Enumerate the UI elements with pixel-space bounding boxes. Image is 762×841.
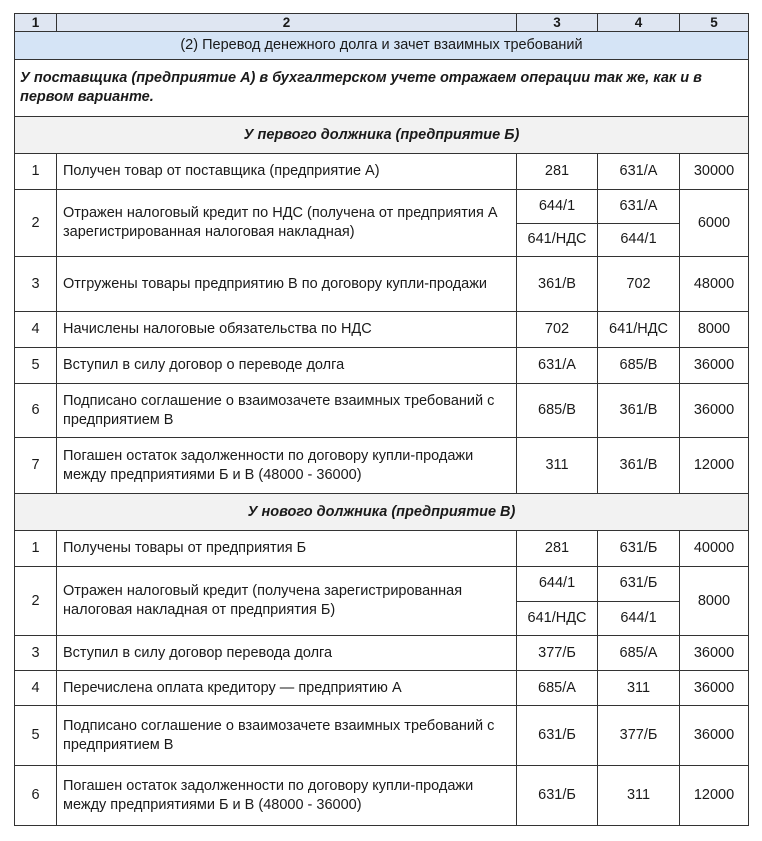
operation-description: Подписано соглашение о взаимозачете взаимных требований с предприятием В [57,706,517,766]
credit-account: 361/В [598,384,680,438]
operation-description: Вступил в силу договор о переводе долга [57,348,517,384]
row-number: 2 [15,190,57,257]
row-number: 4 [15,312,57,348]
debit-account: 685/В [517,384,598,438]
amount: 12000 [680,438,749,494]
table-row [15,348,749,384]
operation-description: Отгружены товары предприятию В по договору купли-продажи [57,257,517,312]
credit-account: 644/1 [620,231,657,248]
amount: 12000 [680,766,749,826]
debit-account: 631/Б [517,766,598,826]
debit-account: 644/1 [517,190,597,224]
section-header [15,494,749,531]
operation-description: Получены товары от предприятия Б [57,531,517,567]
debit-account: 641/НДС [527,231,587,248]
credit-account: 685/А [598,636,680,671]
column-number: 2 [57,14,517,32]
operation-description: Перечислена оплата кредитору — предприятию А [57,671,517,706]
table-row [15,706,749,766]
debit-account: 644/1 [517,567,597,602]
debit-account: 377/Б [517,636,598,671]
amount: 8000 [680,567,749,636]
credit-account-split [598,567,680,636]
row-number: 2 [15,567,57,636]
operation-description: Подписано соглашение о взаимозачете взаимных требований с предприятием В [57,384,517,438]
credit-account: 311 [598,766,680,826]
table-row [15,636,749,671]
row-number: 6 [15,766,57,826]
row-number: 6 [15,384,57,438]
table-row [15,190,749,257]
debit-account-split [517,190,598,257]
operation-description: Начислены налоговые обязательства по НДС [57,312,517,348]
row-number: 7 [15,438,57,494]
table-row [15,312,749,348]
credit-account: 702 [598,257,680,312]
debit-account: 281 [517,531,598,567]
column-number: 5 [680,14,749,32]
debit-account: 631/А [517,348,598,384]
column-number: 4 [598,14,680,32]
credit-account: 685/В [598,348,680,384]
section-header [15,117,749,154]
amount: 36000 [680,384,749,438]
row-number: 5 [15,706,57,766]
debit-account: 631/Б [517,706,598,766]
table-title: (2) Перевод денежного долга и зачет взаимных требований [15,32,749,60]
section-title: У нового должника (предприятие В) [15,494,749,531]
credit-account: 311 [598,671,680,706]
section-title: У первого должника (предприятие Б) [15,117,749,154]
column-number-row [15,14,749,32]
row-number: 5 [15,348,57,384]
table-row [15,438,749,494]
table-row [15,257,749,312]
credit-account: 631/А [598,154,680,190]
credit-account: 631/А [598,190,679,224]
row-number: 4 [15,671,57,706]
column-number: 1 [15,14,57,32]
amount: 48000 [680,257,749,312]
row-number: 3 [15,257,57,312]
table-row [15,531,749,567]
amount: 8000 [680,312,749,348]
amount: 40000 [680,531,749,567]
credit-account: 631/Б [598,567,679,602]
amount: 36000 [680,671,749,706]
column-number: 3 [517,14,598,32]
row-number: 3 [15,636,57,671]
amount: 36000 [680,348,749,384]
row-number: 1 [15,154,57,190]
table-row [15,154,749,190]
debit-account: 641/НДС [527,609,587,626]
credit-account-split [598,190,680,257]
operation-description: Отражен налоговый кредит (получена зарегистрированная налоговая накладная от предприятия Б) [57,567,517,636]
amount: 6000 [680,190,749,257]
credit-account: 631/Б [598,531,680,567]
accounting-table [14,13,749,826]
row-number: 1 [15,531,57,567]
debit-account: 311 [517,438,598,494]
table-row [15,766,749,826]
debit-account: 361/В [517,257,598,312]
credit-account: 644/1 [620,609,657,626]
debit-account: 281 [517,154,598,190]
amount: 30000 [680,154,749,190]
operation-description: Вступил в силу договор перевода долга [57,636,517,671]
operation-description: Получен товар от поставщика (предприятие А) [57,154,517,190]
amount: 36000 [680,636,749,671]
credit-account: 377/Б [598,706,680,766]
title-row [15,32,749,60]
amount: 36000 [680,706,749,766]
debit-account: 702 [517,312,598,348]
table-row [15,567,749,636]
note-row [15,60,749,117]
credit-account: 641/НДС [598,312,680,348]
debit-account-split [517,567,598,636]
table-row [15,384,749,438]
table-row [15,671,749,706]
credit-account: 361/В [598,438,680,494]
debit-account: 685/А [517,671,598,706]
operation-description: Отражен налоговый кредит по НДС (получена от предприятия А зарегистрированная налоговая накладная) [57,190,517,257]
operation-description: Погашен остаток задолженности по договору купли-продажи между предприятиями Б и В (48000 - 36000) [57,766,517,826]
note-text: У поставщика (предприятие А) в бухгалтерском учете отражаем операции так же, как и в первом варианте. [15,60,749,117]
operation-description: Погашен остаток задолженности по договору купли-продажи между предприятиями Б и В (48000 - 36000) [57,438,517,494]
